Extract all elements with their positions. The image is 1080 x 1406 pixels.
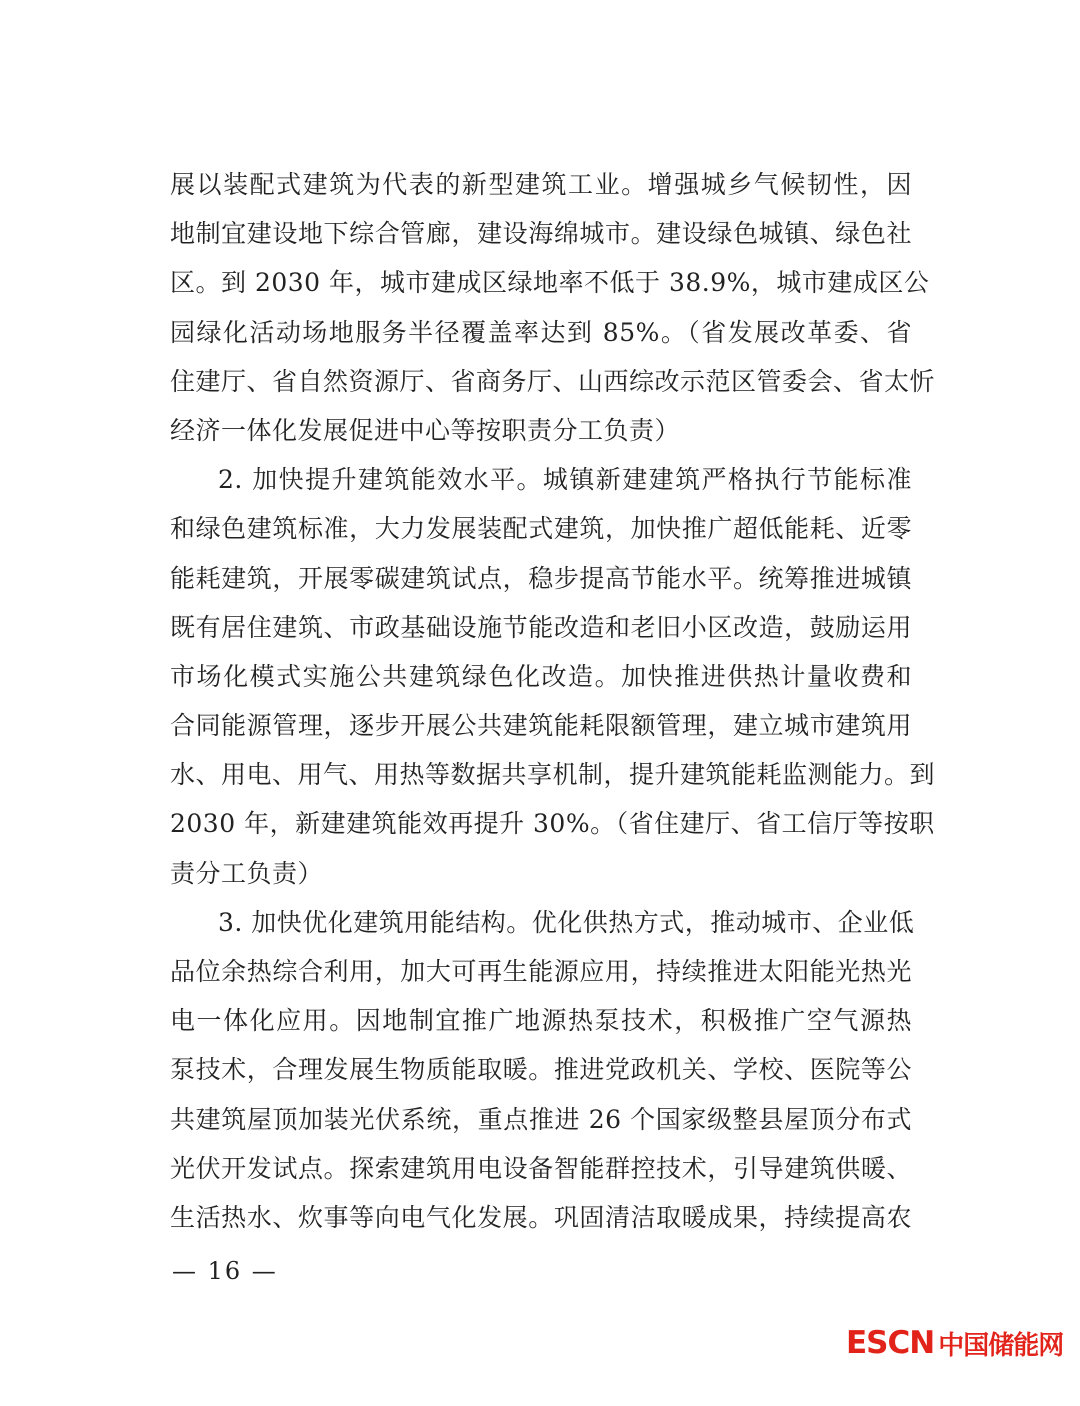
text-line: 既有居住建筑、市政基础设施节能改造和老旧小区改造，鼓励运用 — [170, 612, 912, 642]
document-body — [170, 160, 936, 1242]
text-line: 电一体化应用。因地制宜推广地源热泵技术，积极推广空气源热 — [170, 1006, 912, 1036]
text-line: 2030 年，新建建筑能效再提升 30%。（省住建厅、省工信厅等按职 — [170, 809, 935, 839]
text-line: 泵技术，合理发展生物质能取暖。推进党政机关、学校、医院等公 — [170, 1055, 912, 1085]
text-line: 共建筑屋顶加装光伏系统，重点推进 26 个国家级整县屋顶分布式 — [170, 1104, 912, 1134]
text-line: 能耗建筑，开展零碳建筑试点，稳步提高节能水平。统筹推进城镇 — [170, 563, 912, 593]
text-line: 3. 加快优化建筑用能结构。优化供热方式，推动城市、企业低 — [218, 907, 915, 937]
watermark-cn: 中国储能网 — [938, 1330, 1064, 1361]
text-line: 园绿化活动场地服务半径覆盖率达到 85%。（省发展改革委、省 — [170, 317, 912, 347]
text-line: 展以装配式建筑为代表的新型建筑工业。增强城乡气候韧性，因 — [170, 170, 912, 199]
text-line: 光伏开发试点。探索建筑用电设备智能群控技术，引导建筑供暖、 — [170, 1153, 912, 1183]
text-line: 住建厅、省自然资源厅、省商务厅、山西综改示范区管委会、省太忻 — [170, 366, 936, 396]
text-line: 合同能源管理，逐步开展公共建筑能耗限额管理，建立城市建筑用 — [170, 711, 912, 741]
text-line: 和绿色建筑标准，大力发展装配式建筑，加快推广超低能耗、近零 — [170, 514, 912, 544]
text-line: 区。到 2030 年，城市建成区绿地率不低于 38.9%，城市建成区公 — [170, 268, 930, 298]
text-line: 地制宜建设地下综合管廊，建设海绵城市。建设绿色城镇、绿色社 — [170, 219, 912, 249]
text-line: 生活热水、炊事等向电气化发展。巩固清洁取暖成果，持续提高农 — [170, 1202, 912, 1232]
escn-watermark-logo — [846, 1322, 1063, 1364]
text-line: 水、用电、用气、用热等数据共享机制，提升建筑能耗监测能力。到 — [170, 760, 936, 790]
text-line: 品位余热综合利用，加大可再生能源应用，持续推进太阳能光热光 — [170, 957, 912, 986]
text-line: 市场化模式实施公共建筑绿色化改造。加快推进供热计量收费和 — [170, 661, 912, 691]
page-number: — 16 — — [172, 1257, 278, 1285]
watermark-en: ESCN — [846, 1325, 935, 1361]
text-line: 经济一体化发展促进中心等按职责分工负责） — [170, 415, 681, 445]
text-line: 2. 加快提升建筑能效水平。城镇新建建筑严格执行节能标准 — [218, 465, 912, 495]
text-line: 责分工负责） — [170, 858, 324, 888]
